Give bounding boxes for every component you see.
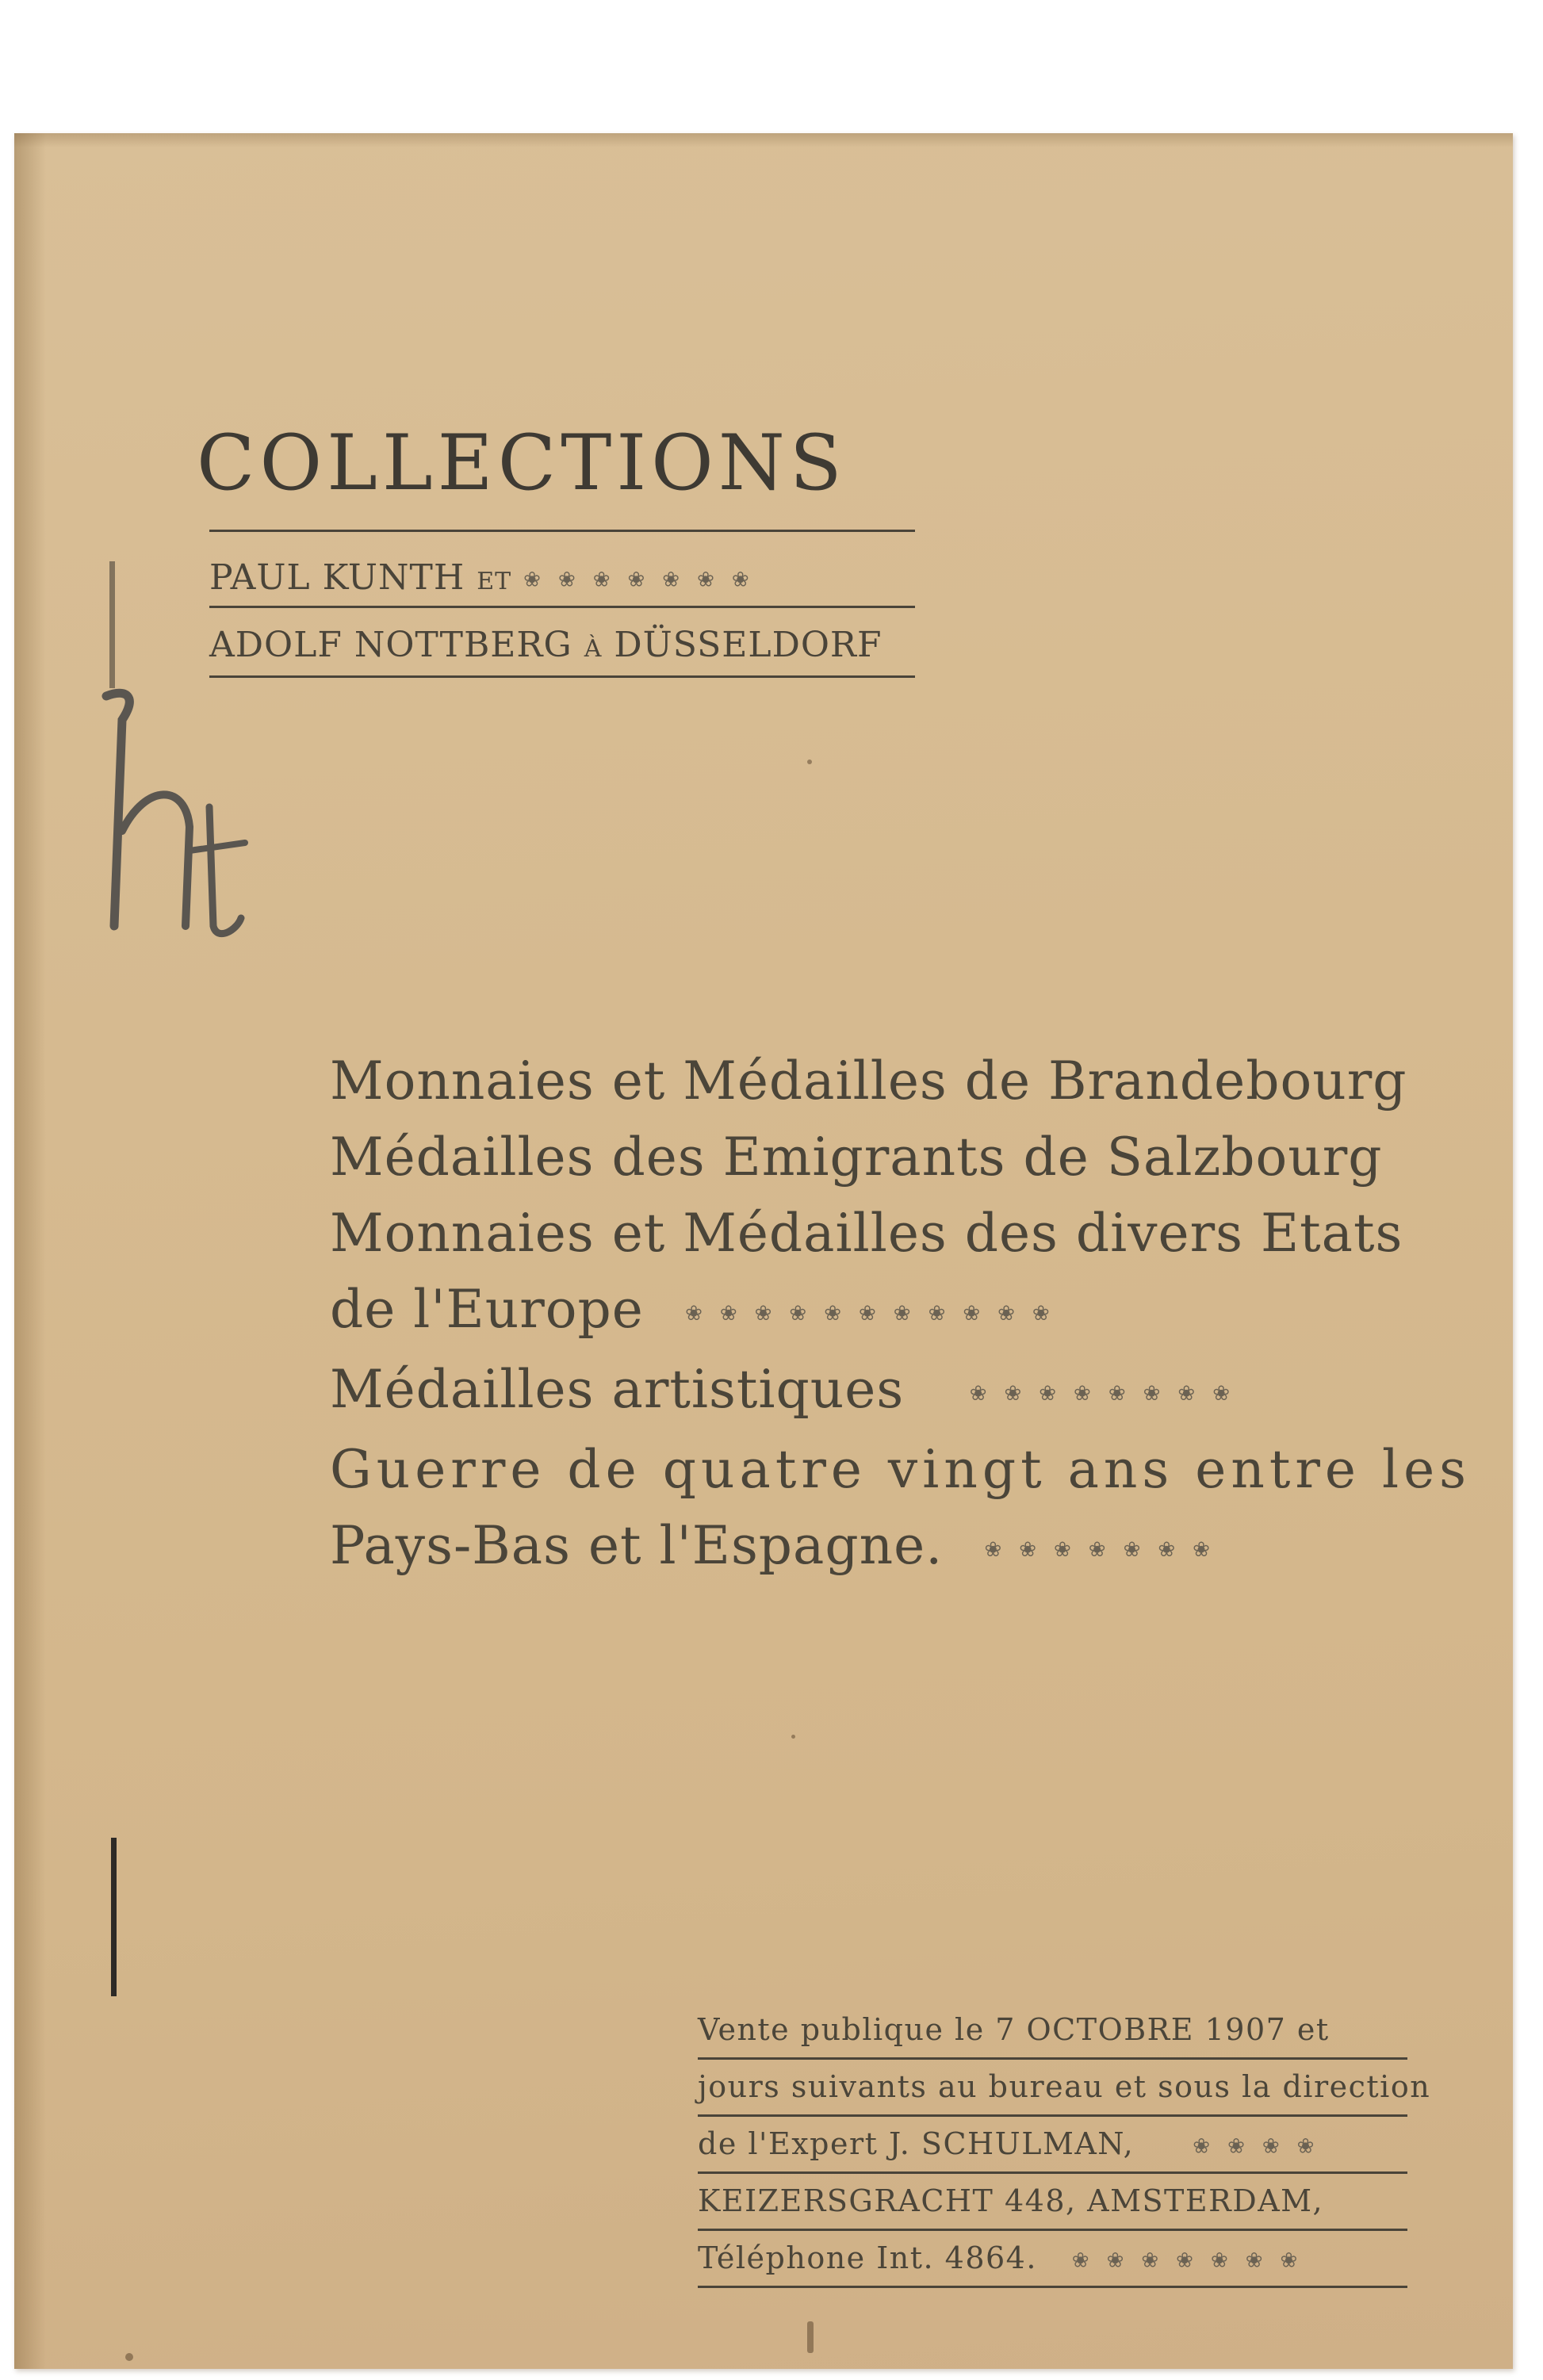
owner-name-1: PAUL KUNTH — [209, 557, 465, 598]
sale-info-rule — [698, 2114, 1407, 2117]
contents-line: Monnaies et Médailles des divers Etats — [330, 1203, 1403, 1264]
contents-line: Monnaies et Médailles de Brandebourg — [330, 1050, 1407, 1112]
owner-line-1 — [209, 557, 767, 598]
owner-connector-a: À — [584, 635, 603, 663]
owner-rule-2 — [209, 675, 915, 678]
handwritten-ht-mark-icon — [90, 688, 249, 942]
sale-info-rule — [698, 2286, 1407, 2288]
sale-info-block — [698, 2004, 1431, 2290]
contents-line-text: Pays-Bas et l'Espagne. — [330, 1515, 944, 1576]
contents-line-text: de l'Europe — [330, 1279, 644, 1340]
sale-info-text: Vente publique le 7 OCTOBRE 1907 et — [698, 2012, 1330, 2047]
contents-line-text: Médailles artistiques — [330, 1359, 905, 1420]
sale-info-row — [698, 2118, 1407, 2175]
cover-title: COLLECTIONS — [197, 419, 847, 507]
owner-rule-1 — [209, 606, 915, 608]
sale-info-row — [698, 2233, 1407, 2290]
title-rule — [209, 530, 915, 532]
cover-top-shadow — [14, 133, 1513, 147]
owner-name-2: ADOLF NOTTBERG — [209, 625, 572, 665]
ornament-row-icon: ❀❀❀❀❀❀❀❀❀❀❀ — [660, 1302, 1067, 1326]
ornament-row-icon: ❀❀❀❀❀❀❀❀ — [921, 1382, 1247, 1406]
ornament-row-icon: ❀❀❀❀❀❀❀ — [960, 1538, 1227, 1562]
catalogue-cover — [14, 133, 1513, 2369]
staple-bottom — [111, 1838, 117, 1996]
sale-info-text: jours suivants au bureau et sous la direction — [698, 2069, 1431, 2104]
ornament-row-icon: ❀❀❀❀ — [1144, 2134, 1332, 2159]
staple-top — [109, 561, 115, 688]
owner-connector-et: ET — [477, 568, 512, 595]
contents-line-with-ornaments — [330, 1508, 1297, 1588]
sale-info-text: Téléphone Int. 4864. — [698, 2240, 1037, 2275]
cover-spine-shadow — [14, 133, 46, 2369]
sale-info-row — [698, 2004, 1407, 2061]
contents-line: Médailles des Emigrants de Salzbourg — [330, 1127, 1383, 1188]
sale-info-text: de l'Expert J. SCHULMAN, — [698, 2126, 1135, 2161]
sale-info-text: KEIZERSGRACHT 448, AMSTERDAM, — [698, 2183, 1324, 2218]
sale-info-rule — [698, 2057, 1407, 2060]
contents-line: Guerre de quatre vingt ans entre les — [330, 1439, 1471, 1500]
paper-speck — [125, 2353, 133, 2361]
contents-line-with-ornaments — [330, 1352, 1297, 1432]
contents-list — [330, 1043, 1471, 1588]
contents-line-with-ornaments — [330, 1272, 1297, 1352]
sale-info-rule — [698, 2171, 1407, 2174]
sale-info-rule — [698, 2229, 1407, 2231]
owner-city: DÜSSELDORF — [614, 625, 883, 665]
sale-info-row — [698, 2061, 1431, 2118]
sale-info-row — [698, 2175, 1407, 2233]
paper-speck — [807, 2321, 814, 2353]
owner-line-2 — [209, 625, 883, 665]
ornament-row-icon: ❀❀❀❀❀❀❀ — [523, 568, 767, 592]
paper-speck — [791, 1735, 795, 1739]
paper-speck — [807, 760, 812, 764]
ornament-row-icon: ❀❀❀❀❀❀❀ — [1047, 2248, 1315, 2273]
